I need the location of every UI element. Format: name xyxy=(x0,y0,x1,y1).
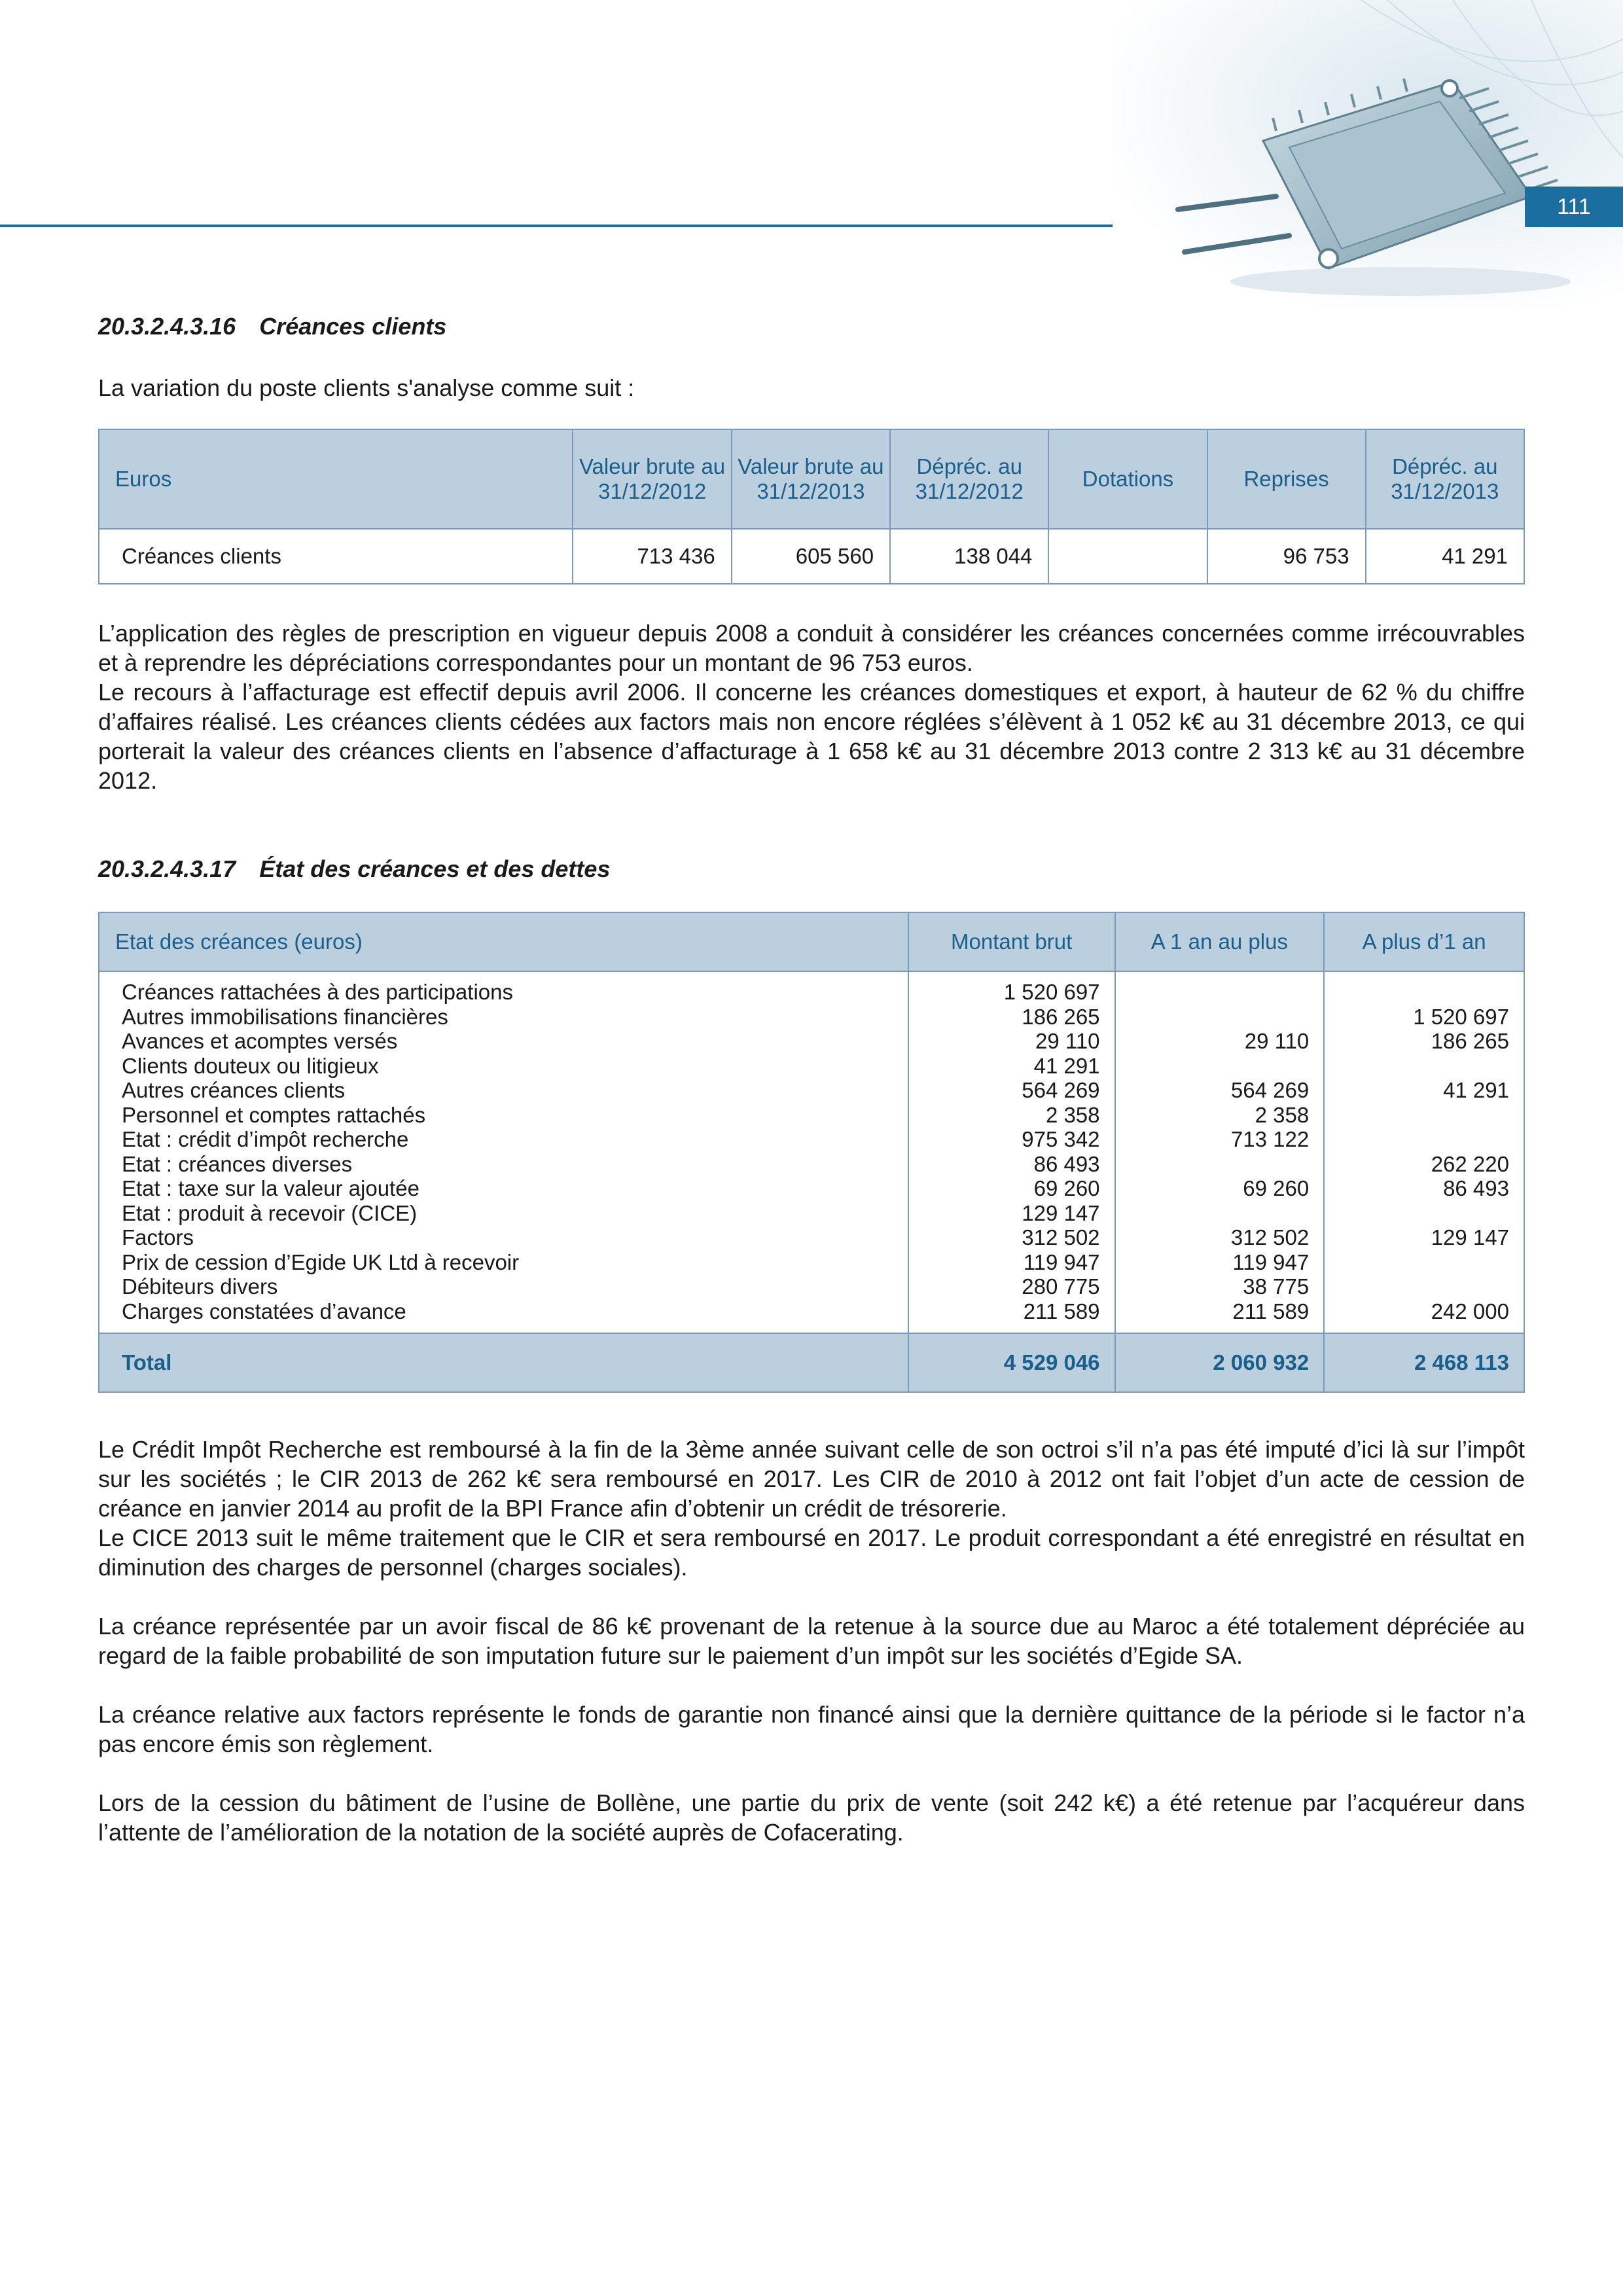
paragraph: Lors de la cession du bâtiment de l’usine de Bollène, une partie du prix de vente (soit 242 k€) a été retenue par l’acquéreur dans l’attente de l’amélioration de la notation de la société auprès de Cofacerating. xyxy=(98,1789,1525,1846)
table-cell xyxy=(1130,1201,1310,1226)
row-label: Clients douteux ou litigieux xyxy=(122,1053,379,1078)
receivables-variation-table xyxy=(98,429,1525,584)
row-label: Autres immobilisations financières xyxy=(122,1004,448,1029)
paragraph: Le CICE 2013 suit le même traitement que le CIR et sera remboursé en 2017. Le produit correspondant a été enregistré en résultat en diminution des charges de personnel (charges sociales). xyxy=(98,1524,1525,1581)
row-label: Etat : taxe sur la valeur ajoutée xyxy=(122,1176,419,1200)
table-cell xyxy=(1339,980,1509,1005)
table-cell xyxy=(1339,1201,1509,1226)
col-header-gross-2012: Valeur brute au 31/12/2012 xyxy=(573,429,731,529)
table-cell xyxy=(1130,1152,1310,1177)
table-cell: 186 265 xyxy=(1022,1004,1100,1029)
table-cell: 1 520 697 xyxy=(1003,980,1100,1004)
labels-column xyxy=(99,971,908,1333)
paragraph: La créance relative aux factors représente le fonds de garantie non financé ainsi que la dernière quittance de la période si le factor n’a pas encore émis son règlement. xyxy=(98,1701,1525,1757)
paragraph: L’application des règles de prescription en vigueur depuis 2008 a conduit à considérer les créances concernées comme irrécouvrables et à reprendre les dépréciations correspondantes pour un montant de 96 753 euros. xyxy=(98,620,1525,676)
total-gross-amount: 4 529 046 xyxy=(908,1333,1115,1392)
section-heading xyxy=(98,855,610,883)
paragraph: La créance représentée par un avoir fiscal de 86 k€ provenant de la retenue à la source due au Maroc a été totalement dépréciée au regard de la faible probabilité de son imputation future sur le paiement d’un impôt sur les sociétés d’Egide SA. xyxy=(98,1613,1525,1669)
table-cell: 312 502 xyxy=(1022,1225,1100,1249)
table-cell: 2 358 xyxy=(1045,1102,1100,1127)
table-cell xyxy=(1339,1274,1509,1299)
table-cell: 1 520 697 xyxy=(1413,1004,1509,1029)
row-label: Avances et acomptes versés xyxy=(122,1029,398,1053)
table-cell: 38 775 xyxy=(1243,1274,1310,1299)
table-cell: 129 147 xyxy=(1022,1200,1100,1225)
table-cell: 41 291 xyxy=(1443,1078,1509,1102)
section-title: Créances clients xyxy=(259,313,447,340)
section-title: État des créances et des dettes xyxy=(259,855,611,882)
table-cell: 69 260 xyxy=(1243,1176,1310,1200)
table-cell: 86 493 xyxy=(1033,1151,1100,1176)
section-number: 20.3.2.4.3.17 xyxy=(98,855,236,882)
page-number: 111 xyxy=(1525,187,1623,227)
table-cell: 713 122 xyxy=(1230,1127,1310,1151)
table-cell: 96 753 xyxy=(1207,529,1366,584)
within-1-year-column xyxy=(1115,971,1325,1333)
table-cell: 211 589 xyxy=(1232,1299,1310,1323)
table-cell: 564 269 xyxy=(1230,1078,1310,1102)
col-header-impairment-2012: Dépréc. au 31/12/2012 xyxy=(890,429,1048,529)
table-cell xyxy=(1339,1127,1509,1152)
table-cell: 713 436 xyxy=(573,529,731,584)
total-within-1-year: 2 060 932 xyxy=(1115,1333,1325,1392)
table-cell xyxy=(1130,1054,1310,1079)
header-rule xyxy=(0,224,1113,227)
table-cell: 186 265 xyxy=(1431,1029,1509,1053)
row-label: Etat : produit à recevoir (CICE) xyxy=(122,1200,418,1225)
table-cell xyxy=(1339,1054,1509,1079)
table-cell: 29 110 xyxy=(1035,1029,1100,1053)
total-label: Total xyxy=(99,1333,908,1392)
table-cell: 69 260 xyxy=(1033,1176,1100,1200)
gross-amount-column xyxy=(908,971,1115,1333)
col-header-reversals: Reprises xyxy=(1207,429,1366,529)
col-header-within-1-year: A 1 an au plus xyxy=(1115,912,1325,971)
row-label: Débiteurs divers xyxy=(122,1274,278,1299)
intro-text: La variation du poste clients s'analyse comme suit : xyxy=(98,374,635,401)
table-cell: 119 947 xyxy=(1023,1249,1100,1274)
table-cell: 41 291 xyxy=(1366,529,1524,584)
table-cell: 211 589 xyxy=(1023,1299,1100,1323)
table-cell: 41 291 xyxy=(1033,1053,1100,1078)
col-header-gross-2013: Valeur brute au 31/12/2013 xyxy=(732,429,890,529)
table-cell: 564 269 xyxy=(1022,1078,1100,1102)
row-label: Etat : crédit d’impôt recherche xyxy=(122,1127,409,1151)
row-label: Charges constatées d’avance xyxy=(122,1299,406,1323)
table-cell xyxy=(1130,1005,1310,1030)
table-cell: 312 502 xyxy=(1230,1225,1310,1249)
paragraph: Le Crédit Impôt Recherche est remboursé à la fin de la 3ème année suivant celle de son octroi s’il n’a pas été imputé d’ici là sur l’impôt sur les sociétés ; le CIR 2013 de 262 k€ sera remboursé en 2017. Les CIR de 2010 à 2012 ont fait l’objet d’un acte de cession de créance en janvier 2014 au profit de la BPI France afin d’obtenir un crédit de trésorerie. xyxy=(98,1436,1525,1522)
total-row xyxy=(99,1333,1524,1392)
col-header-gross-amount: Montant brut xyxy=(908,912,1115,971)
row-label: Personnel et comptes rattachés xyxy=(122,1102,426,1127)
table-cell: 280 775 xyxy=(1022,1274,1100,1299)
table-cell xyxy=(1130,980,1310,1005)
total-over-1-year: 2 468 113 xyxy=(1324,1333,1524,1392)
row-label: Autres créances clients xyxy=(122,1078,346,1102)
table-cell xyxy=(1339,1250,1509,1275)
header-package-image xyxy=(1113,0,1623,308)
col-header-impairment-2013: Dépréc. au 31/12/2013 xyxy=(1366,429,1524,529)
table-cell: 129 147 xyxy=(1431,1225,1509,1249)
section-number: 20.3.2.4.3.16 xyxy=(98,313,236,340)
over-1-year-column xyxy=(1324,971,1524,1333)
table-cell: 29 110 xyxy=(1244,1029,1310,1053)
row-label: Créances clients xyxy=(99,529,573,584)
table-cell: 605 560 xyxy=(732,529,890,584)
table-cell: 119 947 xyxy=(1232,1249,1310,1274)
row-label: Factors xyxy=(122,1225,194,1249)
table-cell: 262 220 xyxy=(1431,1151,1509,1176)
table-cell xyxy=(1048,529,1207,584)
table-cell xyxy=(1339,1103,1509,1128)
table-cell: 138 044 xyxy=(890,529,1048,584)
table-cell: 86 493 xyxy=(1443,1176,1509,1200)
col-header-allowances: Dotations xyxy=(1048,429,1207,529)
table-body-row xyxy=(99,971,1524,1333)
table-row xyxy=(99,529,1524,584)
col-header-receivables: Etat des créances (euros) xyxy=(99,912,908,971)
receivables-status-table xyxy=(98,912,1525,1393)
table-cell: 2 358 xyxy=(1255,1102,1310,1127)
paragraph: Le recours à l’affacturage est effectif depuis avril 2006. Il concerne les créances domestiques et export, à hauteur de 62 % du chiffre d’affaires réalisé. Les créances clients cédées aux factors mais non encore réglées s’élèvent à 1 052 k€ au 31 décembre 2013, ce qui porterait la valeur des créances clients en l’absence d’affacturage à 1 658 k€ au 31 décembre 2013 contre 2 313 k€ au 31 décembre 2012. xyxy=(98,679,1525,794)
row-label: Prix de cession d’Egide UK Ltd à recevoir xyxy=(122,1249,520,1274)
section-heading xyxy=(98,313,446,340)
row-label: Etat : créances diverses xyxy=(122,1151,353,1176)
table-cell: 975 342 xyxy=(1022,1127,1100,1151)
row-label: Créances rattachées à des participations xyxy=(122,980,513,1004)
col-header-over-1-year: A plus d’1 an xyxy=(1324,912,1524,971)
col-header-euros: Euros xyxy=(99,429,573,529)
table-cell: 242 000 xyxy=(1431,1299,1509,1323)
